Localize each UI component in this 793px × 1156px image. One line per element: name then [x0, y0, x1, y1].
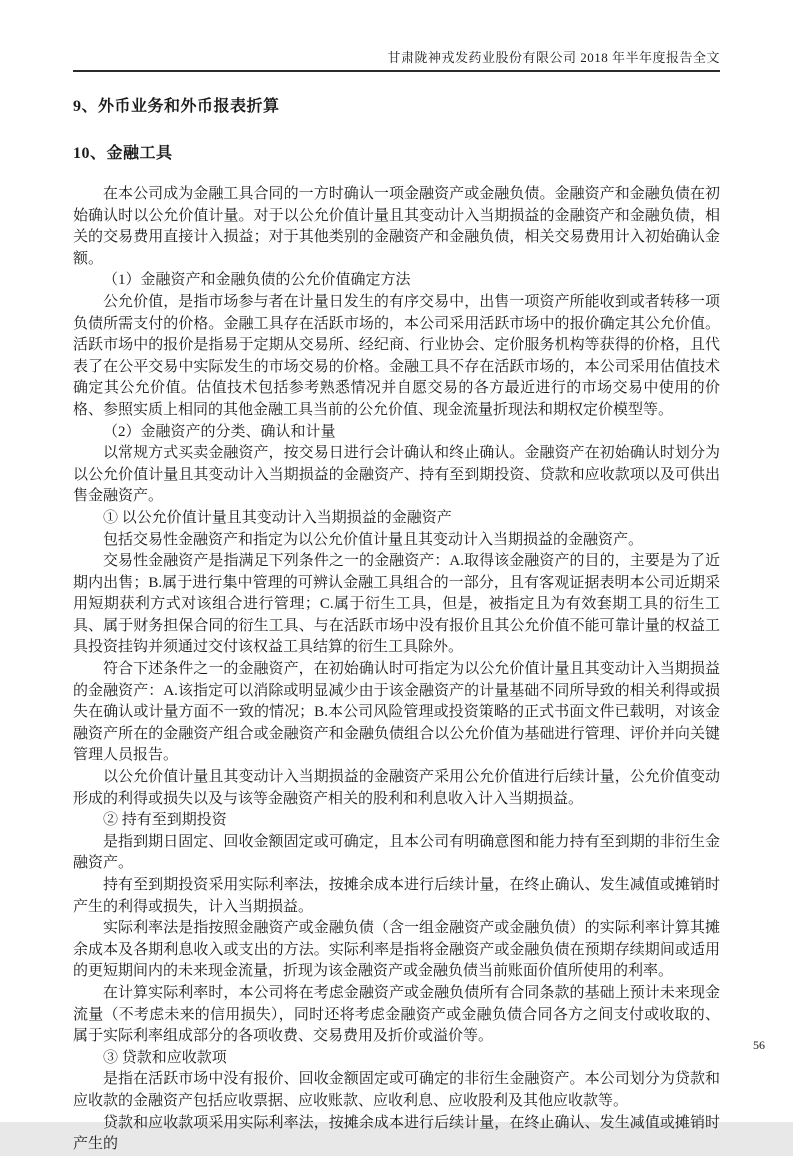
body-paragraph-item-2: ② 持有至到期投资 [103, 812, 227, 829]
body-paragraph: 实际利率法是指按照金融资产或金融负债（含一组金融资产或金融负债）的实际利率计算其摊余成本及各期利息收入或支出的方法。实际利率是指将金融资产或金融负债在预期存续期间或适用的更短期间内的未来现金流量，折现为该金融资产或金融负债当前账面价值所使用的利率。 [73, 920, 720, 980]
body-paragraph-item-3: ③ 贷款和应收款项 [103, 1049, 227, 1066]
body-paragraph: 在计算实际利率时，本公司将在考虑金融资产或金融负债所有合同条款的基础上预计未来现金流量（不考虑未来的信用损失），同时还将考虑金融资产或金融负债合同各方之间支付或收取的、属于实际利率组成部分的各项收费、交易费用及折价或溢价等。 [73, 984, 720, 1045]
body-paragraph-item-1: ① 以公允价值计量且其变动计入当期损益的金融资产 [103, 509, 452, 526]
body-paragraph: 是指到期日固定、回收金额固定或可确定，且本公司有明确意图和能力持有至到期的非衍生金融资产。 [73, 833, 720, 872]
body-paragraph: 在本公司成为金融工具合同的一方时确认一项金融资产或金融负债。金融资产和金融负债在初始确认时以公允价值计量。对于以公允价值计量且其变动计入当期损益的金融资产和金融负债，相关的交易费用直接计入损益；对于其他类别的金融资产和金融负债，相关交易费用计入初始确认金额。 [73, 186, 720, 267]
body-paragraph: 贷款和应收款项采用实际利率法，按摊余成本进行后续计量，在终止确认、发生减值或摊销时产生的 [73, 1114, 720, 1153]
report-header-title: 甘肃陇神戎发药业股份有限公司 2018 年半年度报告全文 [387, 50, 720, 65]
body-paragraph-subheading: （1）金融资产和金融负债的公允价值确定方法 [103, 272, 411, 289]
body-paragraph-subheading: （2）金融资产的分类、确认和计量 [103, 423, 336, 440]
section-heading-foreign-currency: 9、外币业务和外币报表折算 [73, 98, 280, 115]
body-paragraph: 以常规方式买卖金融资产，按交易日进行会计确认和终止确认。金融资产在初始确认时划分为以公允价值计量且其变动计入当期损益的金融资产、持有至到期投资、贷款和应收款项以及可供出售金融资产。 [73, 445, 720, 505]
report-content [73, 50, 720, 1156]
body-paragraph: 交易性金融资产是指满足下列条件之一的金融资产：A.取得该金融资产的目的，主要是为了近期内出售；B.属于进行集中管理的可辨认金融工具组合的一部分，且有客观证据表明本公司近期采用短期获利方式对该组合进行管理；C.属于衍生工具，但是，被指定且为有效套期工具的衍生工具、属于财务担保合同的衍生工具、与在活跃市场中没有报价且其公允价值不能可靠计量的权益工具投资挂钩并须通过交付该权益工具结算的衍生工具除外。 [73, 553, 720, 656]
body-paragraph: 符合下述条件之一的金融资产，在初始确认时可指定为以公允价值计量且其变动计入当期损益的金融资产：A.该指定可以消除或明显减少由于该金融资产的计量基础不同所导致的相关利得或损失在确认或计量方面不一致的情况；B.本公司风险管理或投资策略的正式书面文件已载明，对该金融资产所在的金融资产组合或金融资产和金融负债组合以公允价值为基础进行管理、评价并向关键管理人员报告。 [73, 661, 720, 764]
body-paragraph: 是指在活跃市场中没有报价、回收金额固定或可确定的非衍生金融资产。本公司划分为贷款和应收款的金融资产包括应收票据、应收账款、应收利息、应收股利及其他应收款等。 [73, 1071, 720, 1109]
report-header [73, 50, 720, 72]
section-heading-financial-instruments: 10、金融工具 [73, 145, 173, 162]
body-paragraph: 包括交易性金融资产和指定为以公允价值计量且其变动计入当期损益的金融资产。 [103, 531, 644, 548]
body-paragraph: 以公允价值计量且其变动计入当期损益的金融资产采用公允价值进行后续计量，公允价值变动形成的利得或损失以及与该等金融资产相关的股利和利息收入计入当期损益。 [73, 769, 720, 807]
body-paragraph: 公允价值，是指市场参与者在计量日发生的有序交易中，出售一项资产所能收到或者转移一项负债所需支付的价格。金融工具存在活跃市场的，本公司采用活跃市场中的报价确定其公允价值。活跃市场中的报价是指易于定期从交易所、经纪商、行业协会、定价服务机构等获得的价格，且代表了在公平交易中实际发生的市场交易的价格。金融工具不存在活跃市场的，本公司采用估值技术确定其公允价值。估值技术包括参考熟悉情况并自愿交易的各方最近进行的市场交易中使用的价格、参照实质上相同的其他金融工具当前的公允价值、现金流量折现法和期权定价模型等。 [73, 293, 720, 418]
body-paragraph: 持有至到期投资采用实际利率法，按摊余成本进行后续计量，在终止确认、发生减值或摊销时产生的利得或损失，计入当期损益。 [73, 877, 720, 915]
section-body [73, 184, 720, 1156]
page-number: 56 [753, 1038, 765, 1052]
